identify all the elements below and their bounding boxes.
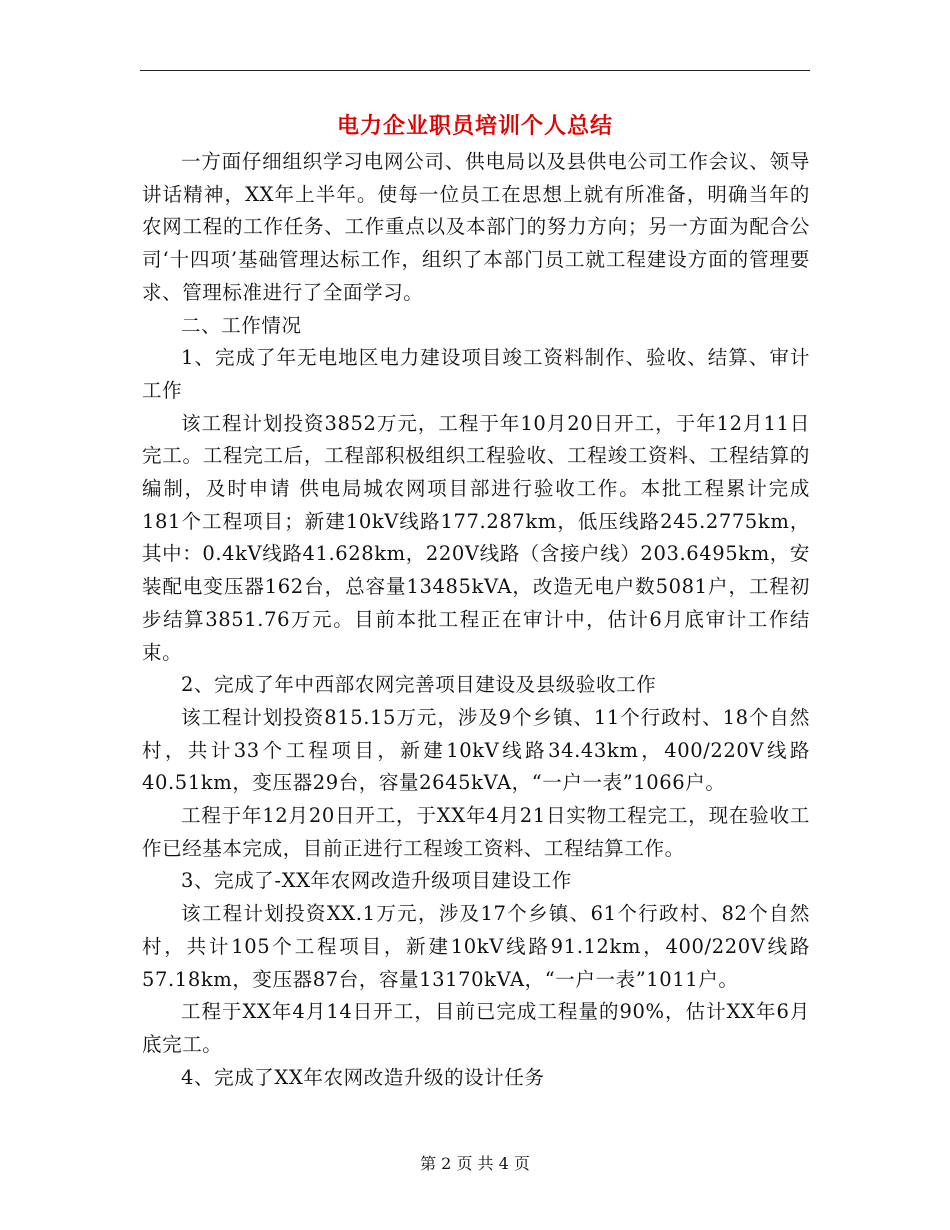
item-2-progress: 工程于年12月20日开工，于XX年4月21日实物工程完工，现在验收工作已经基本完成，目前正进行工程竣工资料、工程结算工作。 <box>142 804 810 860</box>
item-3-heading: 3、完成了-XX年农网改造升级项目建设工作 <box>181 869 572 893</box>
item-3-progress: 工程于XX年4月14日开工，目前已完成工程量的90%，估计XX年6月底完工。 <box>142 1000 810 1056</box>
header-rule <box>140 70 810 71</box>
item-3-detail: 该工程计划投资XX.1万元，涉及17个乡镇、61个行政村、82个自然村，共计105个工程项目，新建10kV线路91.12km，400/220V线路57.18km，变压器87台，容量13170kVA，“一户一表”1011户。 <box>142 902 810 991</box>
section-heading-work-status: 二、工作情况 <box>181 313 302 337</box>
item-1-heading: 1、完成了年无电地区电力建设项目竣工资料制作、验收、结算、审计工作 <box>142 346 810 402</box>
page-number-footer: 第 2 页 共 4 页 <box>420 1154 530 1173</box>
document-body <box>142 146 810 1094</box>
document-title: 电力企业职员培训个人总结 <box>336 113 613 139</box>
item-1-detail: 该工程计划投资3852万元，工程于年10月20日开工，于年12月11日完工。工程完工后，工程部积极组织工程验收、工程竣工资料、工程结算的编制，及时申请 供电局城农网项目部进行验收工作。本批工程累计完成181个工程项目；新建10kV线路177.287km，低压线路245.2775km，其中：0.4kV线路41.628km，220V线路（含接户线）203.6495km，安装配电变压器162台，总容量13485kVA，改造无电户数5081户，工程初步结算3851.76万元。目前本批工程正在审计中，估计6月底审计工作结束。 <box>142 411 810 664</box>
paragraph-1: 一方面仔细组织学习电网公司、供电局以及县供电公司工作会议、领导讲话精神，XX年上半年。使每一位员工在思想上就有所准备，明确当年的农网工程的工作任务、工作重点以及本部门的努力方向；另一方面为配合公司‘十四项’基础管理达标工作，组织了本部门员工就工程建设方面的管理要求、管理标准进行了全面学习。 <box>142 150 810 304</box>
item-4-heading: 4、完成了XX年农网改造升级的设计任务 <box>181 1065 545 1089</box>
item-2-detail: 该工程计划投资815.15万元，涉及9个乡镇、11个行政村、18个自然村，共计33个工程项目，新建10kV线路34.43km，400/220V线路40.51km，变压器29台，容量2645kVA，“一户一表”1066户。 <box>142 705 810 795</box>
item-2-heading: 2、完成了年中西部农网完善项目建设及县级验收工作 <box>181 673 657 697</box>
